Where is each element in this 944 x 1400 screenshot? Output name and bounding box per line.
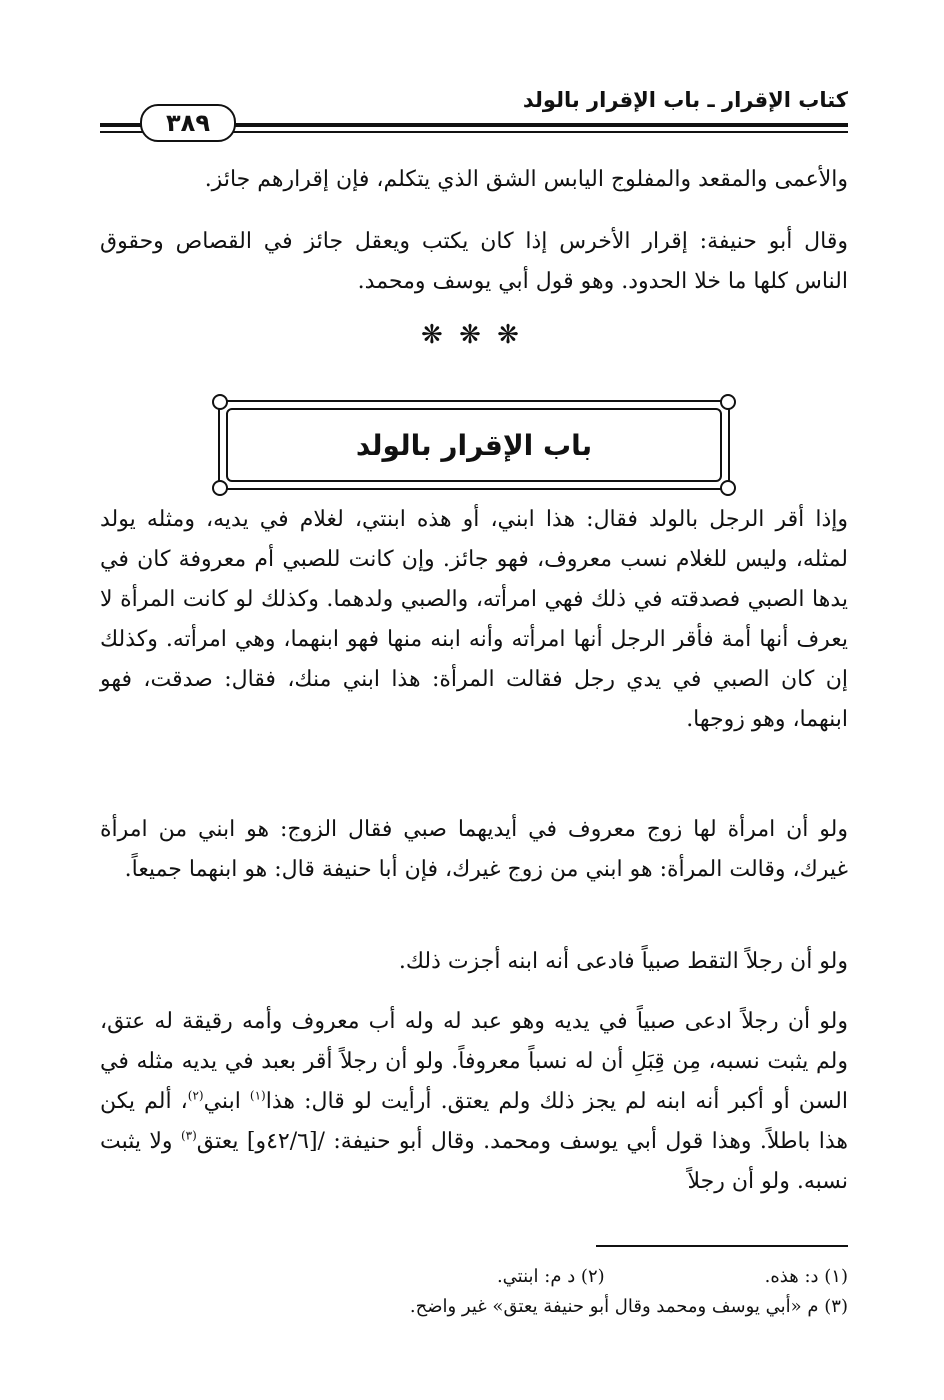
footnote-separator: [596, 1245, 848, 1247]
paragraph-4: ولو أن امرأة لها زوج معروف في أيديهما صبي فقال الزوج: هو ابني من امرأة غيرك، وقالت المرأة: هو ابني من زوج غيرك، فإن أبا حنيفة قال: هو ابنهما جميعاً.: [100, 817, 848, 882]
footnote-1: (١) د: هذه.: [764, 1266, 848, 1287]
paragraph-6-text: ولا يثبت نسبه. ولو أن رجلاً: [100, 1129, 848, 1194]
frame-corner-ornament: [212, 480, 228, 496]
footnotes: [100, 1262, 848, 1322]
chapter-title: باب الإقرار بالولد: [226, 408, 722, 482]
paragraph-6-text: ولو أن رجلاً ادعى صبياً في يديه وهو عبد له وله أب معروف وأمه رقيقة له عتق، ولم يثبت نسبه، مِن قِبَلِ أن له نسباً معروفاً. ولو أن رجلاً أقر بعبد في يديه مثله في السن أو أكبر أنه ابنه لم يجز ذلك ولم يعتق. أرأيت لو قال: هذا: [100, 1009, 848, 1114]
paragraph-5: ولو أن رجلاً التقط صبياً فادعى أنه ابنه أجزت ذلك.: [398, 949, 848, 974]
frame-corner-ornament: [720, 480, 736, 496]
page-number: ٣٨٩: [140, 104, 236, 142]
paragraph-6-text: ، ألم يكن هذا باطلاً. وهذا قول أبي يوسف ومحمد. وقال أبو حنيفة: /[٤٢/٦و] يعتق: [100, 1089, 848, 1154]
footnote-2: (٢) د م: ابنتي.: [496, 1266, 605, 1287]
running-head: كتاب الإقرار ـ باب الإقرار بالولد: [522, 88, 848, 112]
footnote-3: (٣) م «أبي يوسف ومحمد وقال أبو حنيفة يعتق» غير واضح.: [409, 1296, 848, 1317]
paragraph-1: والأعمى والمقعد والمفلوج اليابس الشق الذي يتكلم، فإن إقرارهم جائز.: [204, 167, 848, 192]
footnote-marker-3[interactable]: (٣): [180, 1128, 197, 1143]
footnote-row: [100, 1262, 848, 1292]
footnote-marker-2[interactable]: (٢): [187, 1088, 204, 1103]
footnote-row: [100, 1292, 848, 1322]
frame-corner-ornament: [212, 394, 228, 410]
paragraph-6: [100, 1002, 848, 1202]
footnote-marker-1[interactable]: (١): [249, 1088, 266, 1103]
section-break-stars: ❋ ❋ ❋: [421, 320, 523, 350]
frame-corner-ornament: [720, 394, 736, 410]
chapter-title-frame: [218, 400, 730, 490]
paragraph-2: وقال أبو حنيفة: إقرار الأخرس إذا كان يكتب ويعقل جائز في القصاص وحقوق الناس كلها ما خلا الحدود. وهو قول أبي يوسف ومحمد.: [100, 229, 848, 294]
paragraph-3: وإذا أقر الرجل بالولد فقال: هذا ابني، أو هذه ابنتي، لغلام في يديه، ومثله يولد لمثله، وليس للغلام نسب معروف، فهو جائز. وإن كانت للصبي أم معروفة كان في يدها الصبي فصدقته في ذلك فهي امرأته، والصبي ولدهما. وكذلك لو كانت المرأة لا يعرف أنها أمة فأقر الرجل أنها امرأته وأنه ابنه منها فهو ابنهما، وهي امرأته. وكذلك إن كان الصبي في يدي رجل فقالت المرأة: هذا ابني منك، فقال: صدقت، فهو ابنهما، وهو زوجها.: [100, 507, 848, 732]
paragraph-6-text: ابني: [203, 1089, 250, 1114]
